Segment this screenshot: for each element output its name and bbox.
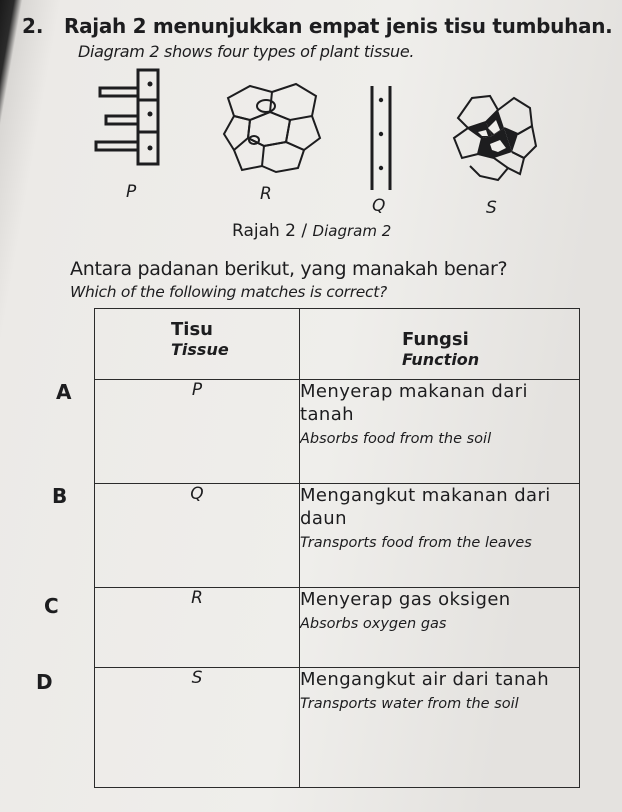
header-function-english: Function: [402, 350, 480, 369]
function-c-malay: Menyerap gas oksigen: [300, 589, 511, 610]
option-d-letter[interactable]: D: [36, 670, 53, 694]
table-row-a[interactable]: [95, 380, 580, 484]
cell-function-c: [300, 588, 580, 668]
label-r: R: [260, 184, 272, 204]
prompt-english: Which of the following matches is correct?: [70, 283, 387, 301]
function-b-english: Transports food from the leaves: [300, 535, 532, 551]
question-stem-malay: Rajah 2 menunjukkan empat jenis tisu tumbuhan.: [64, 14, 613, 38]
question-number: 2.: [22, 14, 44, 38]
function-a-malay: Menyerap makanan dari tanah: [300, 381, 528, 425]
tissue-q-diagram: [366, 84, 396, 194]
option-b-letter[interactable]: B: [52, 484, 68, 508]
header-tissue-english: Tissue: [171, 340, 229, 359]
diagram-caption: [232, 221, 391, 241]
table-row-c[interactable]: [95, 588, 580, 668]
diagram-caption-malay: Rajah 2 /: [232, 221, 313, 241]
cell-tissue-b: Q: [95, 484, 300, 588]
function-d-malay: Mengangkut air dari tanah: [300, 669, 550, 690]
header-function: [300, 309, 580, 380]
option-a-letter[interactable]: A: [56, 380, 72, 404]
header-function-malay: Fungsi: [402, 329, 469, 350]
label-p: P: [126, 182, 137, 202]
option-c-letter[interactable]: C: [44, 594, 59, 618]
function-b-malay: Mengangkut makanan dari daun: [300, 485, 551, 529]
prompt-malay: Antara padanan berikut, yang manakah benar?: [70, 258, 508, 280]
header-tissue: [95, 309, 300, 380]
table-row-b[interactable]: [95, 484, 580, 588]
cell-function-a: [300, 380, 580, 484]
diagram-caption-english: Diagram 2: [312, 222, 392, 240]
tissue-r-diagram: [220, 80, 324, 176]
tissue-s-diagram: [448, 88, 538, 184]
function-c-english: Absorbs oxygen gas: [300, 616, 447, 632]
cell-tissue-a: P: [95, 380, 300, 484]
table-header-row: [95, 309, 580, 380]
cell-tissue-c: R: [95, 588, 300, 668]
table-row-d[interactable]: [95, 668, 580, 788]
tissue-p-diagram: [92, 66, 172, 176]
cell-function-d: [300, 668, 580, 788]
cell-tissue-d: S: [95, 668, 300, 788]
answer-table: [94, 308, 580, 788]
cell-function-b: [300, 484, 580, 588]
question-stem-english: Diagram 2 shows four types of plant tissue.: [78, 42, 415, 61]
function-a-english: Absorbs food from the soil: [300, 431, 492, 447]
function-d-english: Transports water from the soil: [300, 696, 519, 712]
label-q: Q: [372, 196, 386, 216]
label-s: S: [486, 198, 497, 218]
header-tissue-malay: Tisu: [171, 319, 213, 340]
